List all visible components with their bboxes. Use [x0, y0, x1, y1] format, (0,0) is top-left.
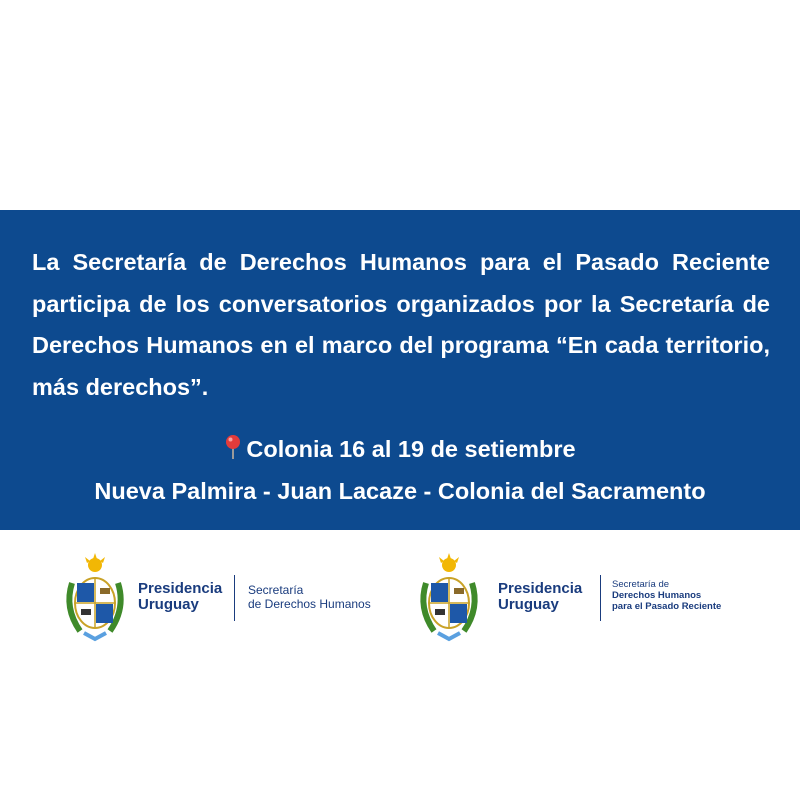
- secretaria-wordmark: [248, 583, 371, 611]
- location-line: [0, 434, 800, 464]
- uruguay-coat-of-arms-icon: [60, 553, 130, 643]
- presidencia-wordmark: [138, 581, 222, 613]
- info-banner: [0, 210, 800, 530]
- presidencia-text: Presidencia: [498, 580, 583, 597]
- map-pin-icon: [224, 434, 242, 460]
- derechos-humanos-text: de Derechos Humanos: [248, 597, 371, 611]
- pasado-reciente-text: para el Pasado Reciente: [612, 601, 722, 612]
- uruguay-text: Uruguay: [498, 596, 559, 613]
- derechos-humanos-text: Derechos Humanos: [612, 590, 702, 601]
- logo-divider: [600, 575, 601, 621]
- logo-presidencia-sdh: [60, 553, 390, 643]
- location-text: Colonia 16 al 19 de setiembre: [246, 436, 576, 462]
- towns-line: Nueva Palmira - Juan Lacaze - Colonia del Sacramento: [94, 478, 706, 504]
- secretaria-text: Secretaría de: [612, 579, 670, 590]
- presidencia-text: Presidencia: [138, 580, 223, 597]
- logo-presidencia-sdhpr: [414, 553, 744, 643]
- uruguay-text: Uruguay: [138, 596, 199, 613]
- secretaria-wordmark: [612, 579, 721, 612]
- presidencia-wordmark: [498, 581, 582, 613]
- announcement-paragraph: La Secretaría de Derechos Humanos para el Pasado Reciente participa de los conversatorios organizados por la Secretaría de Derechos Humanos en el marco del programa “En cada territorio, más derechos”.: [32, 249, 770, 400]
- uruguay-coat-of-arms-icon: [414, 553, 484, 643]
- logo-divider: [234, 575, 235, 621]
- secretaria-text: Secretaría: [248, 583, 304, 597]
